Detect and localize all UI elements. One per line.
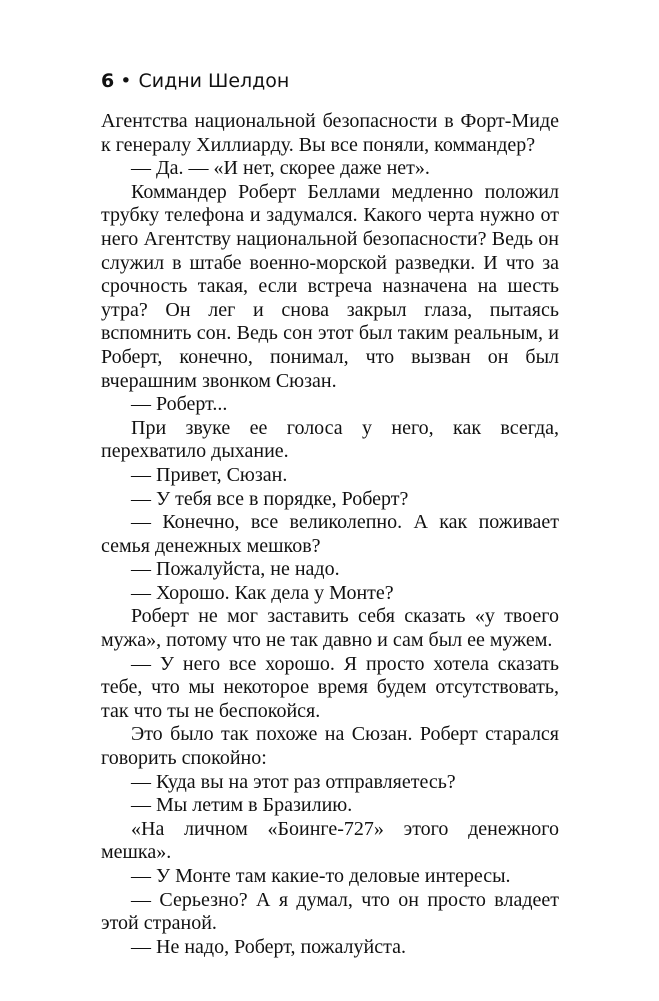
- paragraph: — У Монте там какие-то деловые интересы.: [131, 865, 511, 887]
- paragraph: — Пожалуйста, не надо.: [131, 558, 340, 581]
- paragraph: — Роберт...: [131, 393, 228, 416]
- paragraph: «На личном «Боинге-727» этого денежного мешка».: [101, 817, 559, 864]
- paragraph: — Привет, Сюзан.: [131, 463, 288, 486]
- paragraph-continued: Агентства национальной безопасности в Форт-Миде к генералу Хиллиарду. Вы все поняли, коммандер?: [101, 110, 559, 156]
- paragraph: — Хорошо. Как дела у Монте?: [131, 581, 394, 604]
- paragraph: — Серьезно? А я думал, что он просто владеет этой страной.: [101, 888, 559, 935]
- body-text: [101, 110, 559, 959]
- running-head: [101, 72, 289, 91]
- header-separator: •: [120, 70, 132, 92]
- paragraph: — У него все хорошо. Я просто хотела сказать тебе, что мы некоторое время будем отсутствовать, так что ты не беспокойся.: [101, 652, 559, 722]
- paragraph: — Конечно, все великолепно. А как поживает семья денежных мешков?: [101, 511, 559, 557]
- paragraph: При звуке ее голоса у него, как всегда, перехватило дыхание.: [101, 416, 559, 463]
- paragraph: Роберт не мог заставить себя сказать «у твоего мужа», потому что не так давно и сам был ее мужем.: [101, 605, 559, 652]
- author-name: Сидни Шелдон: [138, 70, 290, 92]
- paragraph: — Не надо, Роберт, пожалуйста.: [131, 935, 406, 958]
- page-number: 6: [101, 70, 115, 92]
- paragraph: — Мы летим в Бразилию.: [131, 794, 353, 817]
- paragraph: — Да. — «И нет, скорее даже нет».: [131, 157, 430, 180]
- paragraph: — У тебя все в порядке, Роберт?: [131, 487, 409, 510]
- paragraph: Коммандер Роберт Беллами медленно положил трубку телефона и задумался. Какого черта нужно от него Агентству национальной безопасности? Ведь он служил в штабе военно-морской разведки. И что за срочность такая, если встреча назначена на шесть утра? Он лег и снова закрыл глаза, пытаясь вспомнить сон. Ведь сон этот был таким реальным, и Роберт, конечно, понимал, что вызван он был вчерашним звонком Сюзан.: [101, 180, 559, 392]
- paragraph: — Куда вы на этот раз отправляетесь?: [131, 770, 456, 793]
- paragraph: Это было так похоже на Сюзан. Роберт старался говорить спокойно:: [101, 723, 559, 770]
